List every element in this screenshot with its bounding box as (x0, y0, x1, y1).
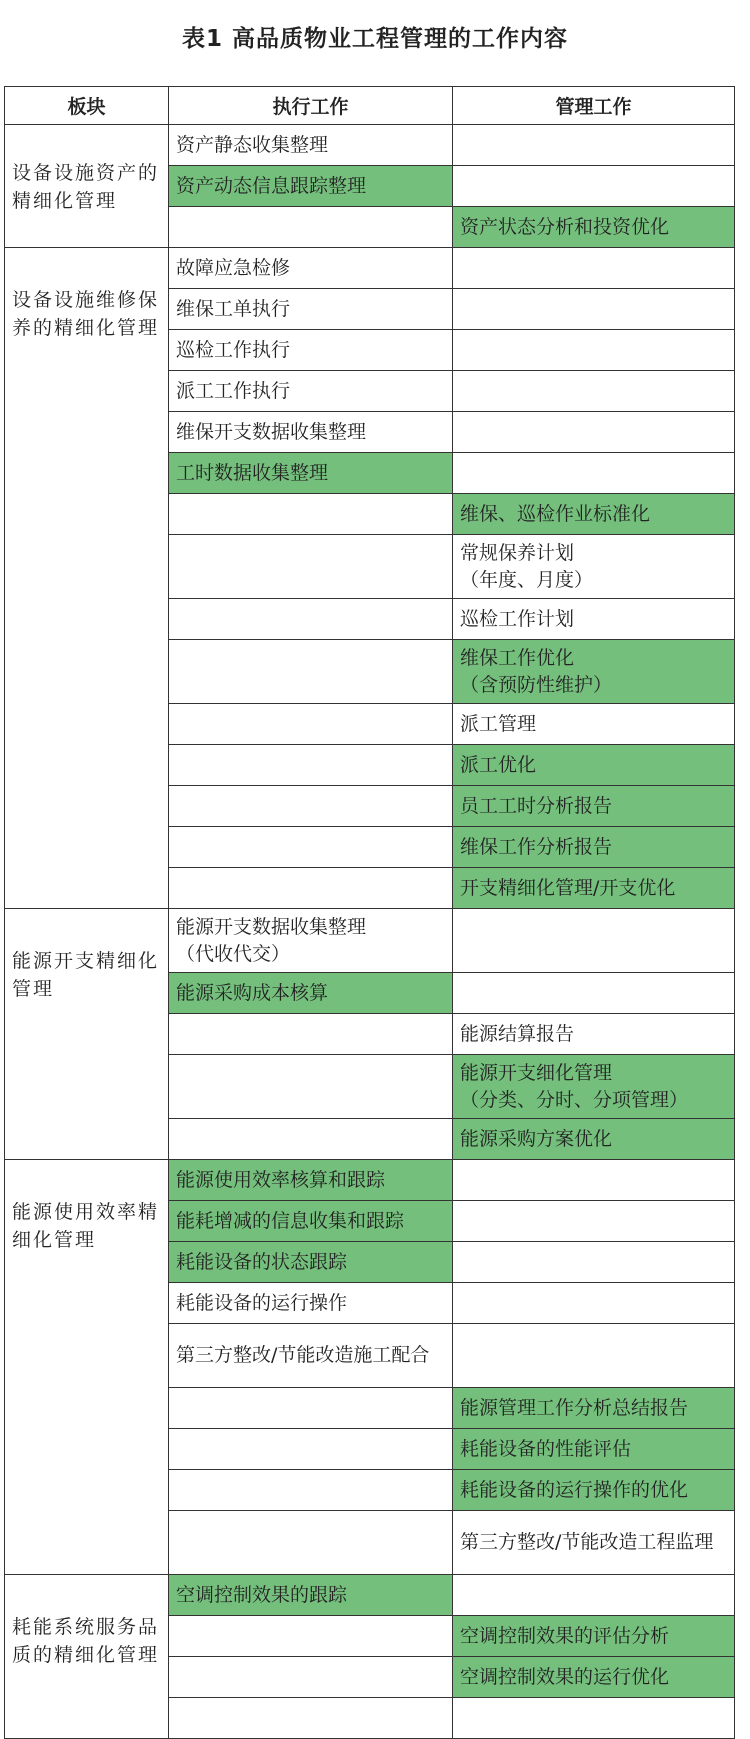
management-cell: 巡检工作计划 (453, 599, 735, 640)
management-cell (453, 371, 735, 412)
execution-cell: 巡检工作执行 (169, 330, 453, 371)
execution-cell: 耗能设备的状态跟踪 (169, 1242, 453, 1283)
execution-cell (169, 1014, 453, 1055)
table-row (5, 125, 735, 166)
execution-cell (169, 868, 453, 909)
header-section: 板块 (5, 87, 169, 125)
execution-cell: 能源采购成本核算 (169, 973, 453, 1014)
management-cell (453, 125, 735, 166)
management-cell (453, 248, 735, 289)
management-cell: 开支精细化管理/开支优化 (453, 868, 735, 909)
management-cell (453, 166, 735, 207)
management-cell: 维保工作优化 （含预防性维护） (453, 640, 735, 704)
management-cell: 耗能设备的运行操作的优化 (453, 1470, 735, 1511)
table-row (5, 248, 735, 289)
management-cell (453, 973, 735, 1014)
management-cell (453, 1201, 735, 1242)
management-cell: 能源管理工作分析总结报告 (453, 1388, 735, 1429)
execution-cell: 空调控制效果的跟踪 (169, 1575, 453, 1616)
execution-cell: 能耗增减的信息收集和跟踪 (169, 1201, 453, 1242)
execution-cell (169, 1388, 453, 1429)
section-name-cell: 设备设施维修保养的精细化管理 (5, 248, 169, 909)
execution-cell: 维保工单执行 (169, 289, 453, 330)
management-cell (453, 289, 735, 330)
section-name-cell: 耗能系统服务品质的精细化管理 (5, 1575, 169, 1739)
management-cell: 能源采购方案优化 (453, 1119, 735, 1160)
section-name-cell: 设备设施资产的精细化管理 (5, 125, 169, 248)
execution-cell: 第三方整改/节能改造施工配合 (169, 1324, 453, 1388)
management-cell: 维保、巡检作业标准化 (453, 494, 735, 535)
management-cell: 派工管理 (453, 704, 735, 745)
management-cell (453, 453, 735, 494)
execution-cell: 故障应急检修 (169, 248, 453, 289)
work-content-table (4, 86, 735, 1739)
management-cell: 常规保养计划 （年度、月度） (453, 535, 735, 599)
management-cell: 耗能设备的性能评估 (453, 1429, 735, 1470)
management-cell (453, 1698, 735, 1739)
header-row (5, 87, 735, 125)
execution-cell: 耗能设备的运行操作 (169, 1283, 453, 1324)
execution-cell (169, 535, 453, 599)
management-cell: 空调控制效果的运行优化 (453, 1657, 735, 1698)
management-cell (453, 1160, 735, 1201)
execution-cell (169, 827, 453, 868)
execution-cell: 资产静态收集整理 (169, 125, 453, 166)
management-cell: 第三方整改/节能改造工程监理 (453, 1511, 735, 1575)
management-cell (453, 412, 735, 453)
execution-cell (169, 1119, 453, 1160)
execution-cell: 维保开支数据收集整理 (169, 412, 453, 453)
management-cell (453, 1242, 735, 1283)
execution-cell (169, 704, 453, 745)
execution-cell (169, 1511, 453, 1575)
section-name-cell: 能源开支精细化管理 (5, 909, 169, 1160)
execution-cell: 资产动态信息跟踪整理 (169, 166, 453, 207)
management-cell (453, 330, 735, 371)
execution-cell (169, 1470, 453, 1511)
management-cell: 空调控制效果的评估分析 (453, 1616, 735, 1657)
management-cell: 派工优化 (453, 745, 735, 786)
execution-cell (169, 599, 453, 640)
execution-cell (169, 1429, 453, 1470)
table-row (5, 1575, 735, 1616)
execution-cell (169, 1055, 453, 1119)
execution-cell (169, 786, 453, 827)
execution-cell (169, 1616, 453, 1657)
execution-cell (169, 640, 453, 704)
header-execution: 执行工作 (169, 87, 453, 125)
execution-cell (169, 1657, 453, 1698)
table-row (5, 1160, 735, 1201)
management-cell (453, 1283, 735, 1324)
execution-cell: 能源开支数据收集整理 （代收代交） (169, 909, 453, 973)
execution-cell: 能源使用效率核算和跟踪 (169, 1160, 453, 1201)
execution-cell: 工时数据收集整理 (169, 453, 453, 494)
execution-cell (169, 745, 453, 786)
execution-cell (169, 494, 453, 535)
management-cell (453, 909, 735, 973)
management-cell: 能源开支细化管理 （分类、分时、分项管理） (453, 1055, 735, 1119)
management-cell: 资产状态分析和投资优化 (453, 207, 735, 248)
execution-cell: 派工工作执行 (169, 371, 453, 412)
execution-cell (169, 1698, 453, 1739)
management-cell (453, 1324, 735, 1388)
management-cell: 能源结算报告 (453, 1014, 735, 1055)
table-row (5, 909, 735, 973)
header-management: 管理工作 (453, 87, 735, 125)
management-cell (453, 1575, 735, 1616)
table-body (5, 125, 735, 1739)
management-cell: 员工工时分析报告 (453, 786, 735, 827)
management-cell: 维保工作分析报告 (453, 827, 735, 868)
execution-cell (169, 207, 453, 248)
section-name-cell: 能源使用效率精细化管理 (5, 1160, 169, 1575)
table-title: 表1 高品质物业工程管理的工作内容 (181, 26, 568, 52)
